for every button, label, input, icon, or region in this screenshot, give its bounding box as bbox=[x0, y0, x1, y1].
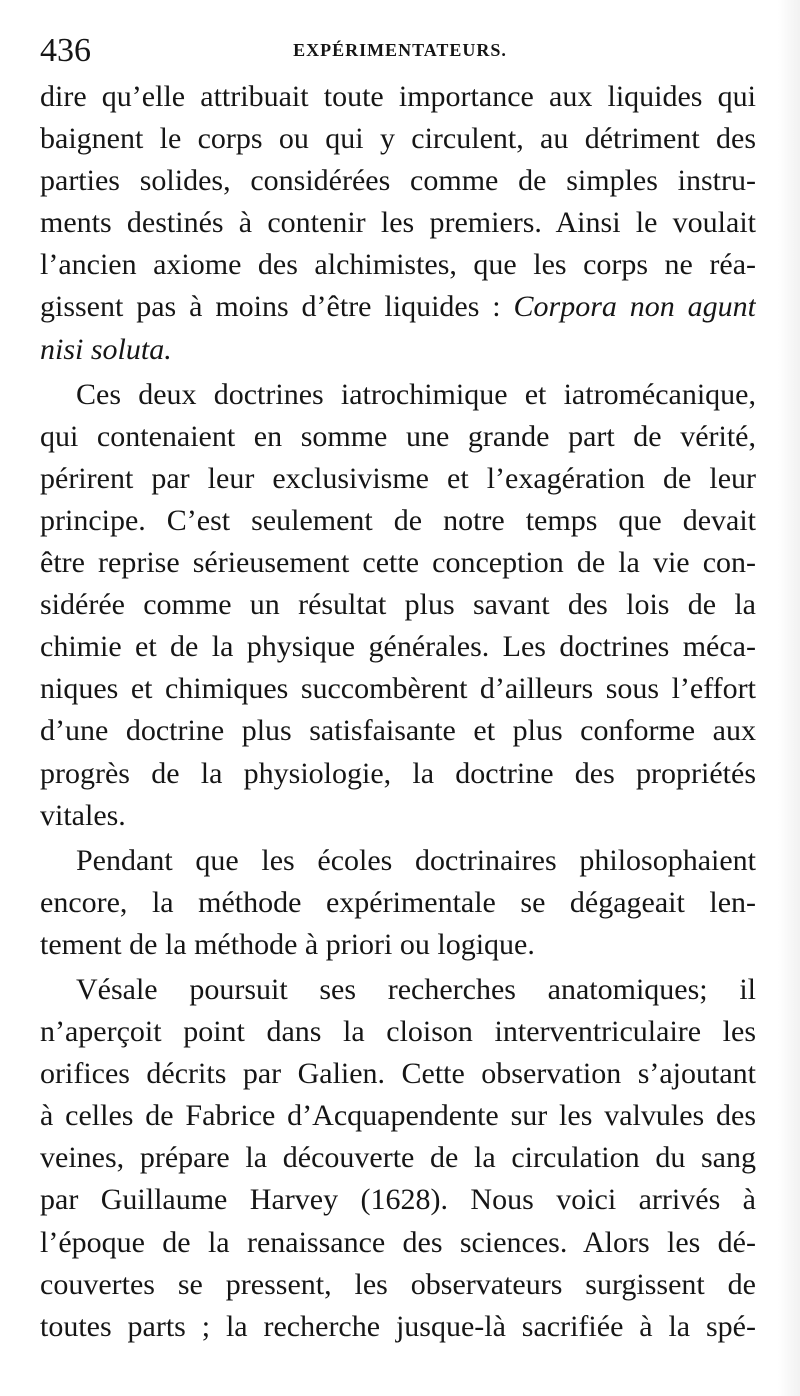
text-line: Pendant que les écoles doctrinaires philosophaient bbox=[76, 843, 756, 877]
text-line: n’aperçoit point dans la cloison interventriculaire les bbox=[40, 1015, 756, 1049]
text-line: chimie et de la physique générales. Les doctrines méca- bbox=[40, 630, 756, 664]
paragraph-2 bbox=[40, 374, 756, 837]
running-head: EXPÉRIMENTATEURS. bbox=[293, 40, 507, 60]
text-line-part: gissent pas à moins d’être liquides : bbox=[40, 290, 514, 324]
text-line: ments destinés à contenir les premiers. Ainsi le voulait bbox=[40, 206, 756, 240]
text-line: périrent par leur exclusivisme et l’exagération de leur bbox=[40, 461, 756, 495]
text-line: vitales. bbox=[40, 798, 126, 832]
latin-quote: Corpora non agunt bbox=[513, 290, 756, 324]
text-line: qui contenaient en somme une grande part de vérité, bbox=[40, 419, 756, 453]
text-line: parties solides, considérées comme de simples instru- bbox=[40, 164, 756, 198]
paragraph-4 bbox=[40, 969, 756, 1348]
text-line: veines, prépare la découverte de la circulation du sang bbox=[40, 1141, 756, 1175]
text-line: baignent le corps ou qui y circulent, au détriment des bbox=[40, 122, 756, 156]
text-line: d’une doctrine plus satisfaisante et plus conforme aux bbox=[40, 714, 756, 748]
text-line bbox=[40, 286, 756, 328]
text-line: l’ancien axiome des alchimistes, que les corps ne réa- bbox=[40, 248, 756, 282]
text-line: par Guillaume Harvey (1628). Nous voici arrivés à bbox=[40, 1183, 756, 1217]
text-line: principe. C’est seulement de notre temps que devait bbox=[40, 503, 756, 537]
page-header bbox=[40, 32, 760, 72]
text-line: couvertes se pressent, les observateurs surgissent de bbox=[40, 1267, 756, 1301]
page-number: 436 bbox=[40, 32, 91, 69]
text-line: être reprise sérieusement cette conception de la vie con- bbox=[40, 546, 756, 580]
text-line: dire qu’elle attribuait toute importance aux liquides qui bbox=[40, 80, 756, 113]
text-line: toutes parts ; la recherche jusque-là sacrifiée à la spé- bbox=[40, 1309, 756, 1343]
text-line: sidérée comme un résultat plus savant des lois de la bbox=[40, 588, 756, 622]
text-line: l’époque de la renaissance des sciences. Alors les dé- bbox=[40, 1225, 756, 1259]
text-line: orifices décrits par Galien. Cette observation s’ajoutant bbox=[40, 1057, 756, 1091]
text-line: Ces deux doctrines iatrochimique et iatromécanique, bbox=[76, 377, 756, 411]
text-line: progrès de la physiologie, la doctrine des propriétés bbox=[40, 756, 756, 790]
text-line: niques et chimiques succombèrent d’ailleurs sous l’effort bbox=[40, 672, 756, 706]
text-line: tement de la méthode à priori ou logique. bbox=[40, 927, 535, 961]
latin-quote-end: nisi soluta. bbox=[40, 332, 172, 366]
text-line: à celles de Fabrice d’Acquapendente sur les valvules des bbox=[40, 1099, 756, 1133]
text-line: encore, la méthode expérimentale se dégageait len- bbox=[40, 885, 756, 919]
paragraph-1 bbox=[40, 76, 756, 371]
text-line: Vésale poursuit ses recherches anatomiques; il bbox=[76, 972, 756, 1006]
paragraph-3 bbox=[40, 840, 756, 966]
body-text bbox=[40, 76, 756, 1348]
